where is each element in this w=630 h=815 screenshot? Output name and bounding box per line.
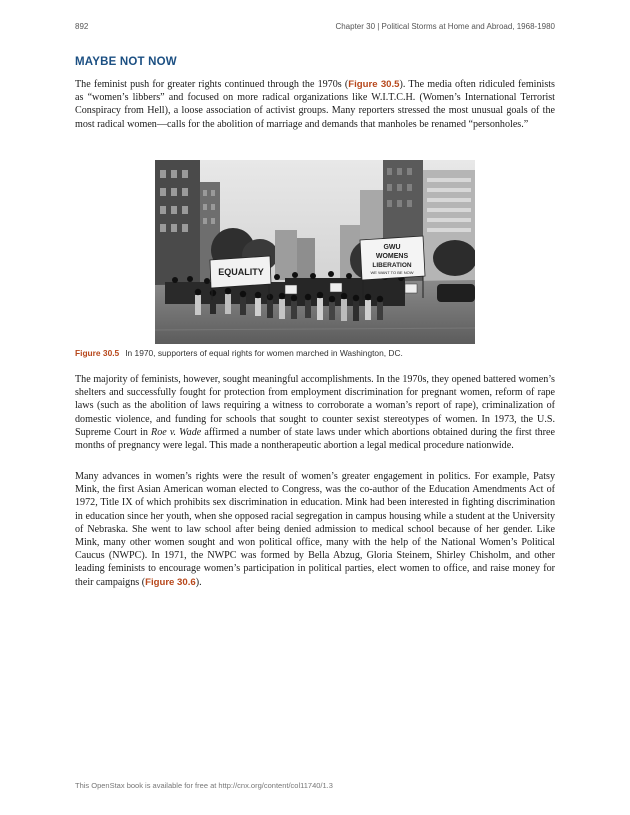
- footer-text: This OpenStax book is available for free at http://cnx.org/content/col11740/1.3: [75, 781, 333, 790]
- paragraph-text: The feminist push for greater rights continued through the 1970s (: [75, 79, 349, 90]
- sign-right-line-4: WE WANT TO BE NOW: [370, 270, 414, 275]
- march-photo-illustration: [155, 160, 475, 344]
- paragraph-text: ).: [195, 576, 202, 588]
- figure-label: Figure 30.5: [75, 348, 120, 358]
- paragraph-text: The majority of feminists, however, sought meaningful accomplishments. In the 1970s, they opened battered women’s shelters and successfully fought for protection from employment discrimination for pregnant women, reform of rape laws (such as the abolition of laws requiring a witness to corroborate a woman’s report of rape), criminalization of domestic violence, and funding for schools that sought to counter sexist stereotypes of women. In 1973, the U.S. Supreme Court in: [75, 374, 555, 438]
- paragraph-intro: [75, 78, 555, 131]
- case-name: Roe v. Wade: [151, 426, 202, 438]
- figure-caption: [75, 348, 403, 358]
- paragraph-text: ). The media often ridiculed feminists as “women’s libbers” and focused on more radical organizations like W.I.T.C.H. (Women’s International Terrorist Conspiracy from Hell), a loose association of activist groups. Many reporters stressed the most unusual goals of the most radical women—calls for the abolition of marriage and demands that manholes be renamed “personholes.”: [75, 79, 555, 130]
- paragraph-politics: [75, 470, 555, 589]
- page-number: 892: [75, 22, 89, 31]
- section-title: MAYBE NOT NOW: [75, 56, 177, 68]
- paragraph-accomplishments: [75, 373, 555, 452]
- sign-left-text: EQUALITY: [218, 267, 264, 277]
- paragraph-text: Many advances in women’s rights were the result of women’s greater engagement in politics. For example, Patsy Mink, the first Asian American woman elected to Congress, was the co-author of the Education Amendments Act of 1972, Title IX of which prohibits sex discrimination in education. Mink had been interested in fighting discrimination in education since her youth, when she opposed racial segregation in campus housing while a student at the University of Nebraska. She went to law school after being denied admission to medical school because of her gender. Like Mink, many other women sought and won political office, many with the help of the National Women’s Political Caucus (NWPC). In 1971, the NWPC was formed by Bella Abzug, Gloria Steinem, Shirley Chisholm, and other leading feminists to encourage women’s participation in political parties, elect women to office, and raise money for their campaigns (: [75, 471, 555, 588]
- sign-right-line-1: GWU: [383, 244, 401, 251]
- caption-text: In 1970, supporters of equal rights for women marched in Washington, DC.: [125, 348, 403, 358]
- sign-right-line-2: WOMENS: [375, 253, 409, 260]
- paragraph-text: affirmed a number of state laws under which abortions obtained during the first three months of pregnancy were legal. This made a nontherapeutic abortion a legal medical procedure nationwide.: [75, 426, 555, 452]
- running-header: Chapter 30 | Political Storms at Home and Abroad, 1968-1980: [335, 22, 555, 31]
- march-photo: [155, 160, 475, 344]
- figure-link[interactable]: Figure 30.5: [348, 79, 400, 90]
- sign-right-line-3: LIBERATION: [372, 262, 412, 269]
- figure-link[interactable]: Figure 30.6: [145, 576, 196, 588]
